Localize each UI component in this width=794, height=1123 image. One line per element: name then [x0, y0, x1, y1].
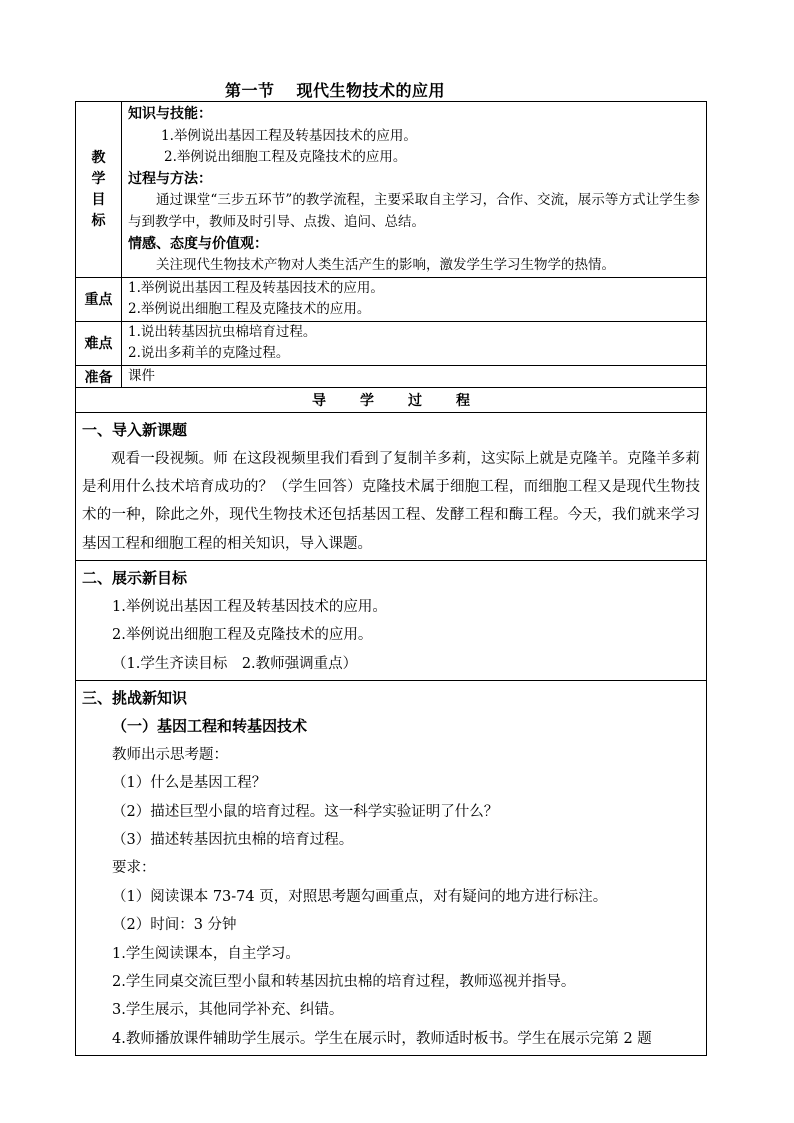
knowledge-item: 2.举例说出细胞工程及克隆技术的应用。 [164, 149, 407, 166]
section-challenge [76, 680, 707, 1055]
key-points-content: 1.举例说出基因工程及转基因技术的应用。 2.举例说出细胞工程及克隆技术的应用。 [122, 277, 707, 321]
challenge-line: 3.学生展示，其他同学补充、纠错。 [112, 1002, 344, 1019]
section-intro-row [76, 413, 707, 561]
challenge-line: 教师出示思考题： [112, 746, 228, 763]
section-heading: 二、展示新目标 [82, 569, 188, 588]
objectives-row [76, 102, 707, 278]
difficulty-row [76, 321, 707, 365]
preparation-label: 准备 [76, 365, 122, 388]
goal-item: 1.举例说出基因工程及转基因技术的应用。 [112, 598, 387, 615]
challenge-line: （1）什么是基因工程？ [112, 775, 267, 792]
challenge-line: 要求： [112, 860, 156, 877]
challenge-line: （2）时间：3 分钟 [112, 917, 237, 934]
key-points-label: 重点 [76, 277, 122, 321]
process-title-row [76, 388, 707, 413]
section-heading: 一、导入新课题 [82, 421, 188, 440]
emotion-heading: 情感、态度与价值观： [128, 235, 268, 252]
key-points-row [76, 277, 707, 321]
section-goals-row [76, 561, 707, 681]
section-heading: 三、挑战新知识 [82, 688, 188, 707]
section-subheading: （一）基因工程和转基因技术 [112, 717, 308, 736]
section-intro [76, 413, 707, 561]
challenge-line: （2）描述巨型小鼠的培育过程。这一科学实验证明了什么？ [112, 803, 499, 820]
process-text: 通过课堂“三步五环节”的教学流程，主要采取自主学习，合作、交流，展示等方式让学生参与到教学中，教师及时引导、点拨、追问、总结。 [128, 192, 700, 230]
objectives-content [122, 102, 707, 278]
difficulty-label: 难点 [76, 321, 122, 365]
section-paragraph: 观看一段视频。师 在这段视频里我们看到了复制羊多莉，这实际上就是克隆羊。克隆羊多莉是利用什么技术培育成功的？（学生回答）克隆技术属于细胞工程，而细胞工程又是现代生物技术的一种，除此之外，现代生物技术还包括基因工程、发酵工程和酶工程。今天，我们就来学习基因工程和细胞工程的相关知识，导入课题。 [82, 450, 700, 552]
section-goals [76, 561, 707, 681]
process-title: 导 学 过 程 [76, 388, 707, 413]
process-heading: 过程与方法： [128, 170, 212, 187]
preparation-value: 课件 [122, 365, 707, 388]
difficulty-content: 1.说出转基因抗虫棉培育过程。 2.说出多莉羊的克隆过程。 [122, 321, 707, 365]
section-challenge-row [76, 680, 707, 1055]
knowledge-heading: 知识与技能： [128, 106, 212, 122]
preparation-row [76, 365, 707, 388]
lesson-plan-table [75, 101, 707, 1056]
page-title: 第一节 现代生物技术的应用 [224, 81, 446, 100]
knowledge-item: 1.举例说出基因工程及转基因技术的应用。 [161, 127, 417, 144]
challenge-line: （3）描述转基因抗虫棉的培育过程。 [112, 831, 354, 848]
emotion-text: 关注现代生物技术产物对人类生活产生的影响，激发学生学习生物学的热情。 [156, 257, 615, 274]
objectives-label: 教 学 目 标 [76, 102, 122, 278]
goal-note: （1.学生齐读目标 2.教师强调重点） [112, 655, 358, 672]
challenge-line: 1.学生阅读课本，自主学习。 [112, 945, 300, 962]
goal-item: 2.举例说出细胞工程及克隆技术的应用。 [112, 627, 373, 644]
challenge-line: 4.教师播放课件辅助学生展示。学生在展示时，教师适时板书。学生在展示完第 2 题 [112, 1030, 652, 1047]
challenge-line: （1）阅读课本 73-74 页，对照思考题勾画重点，对有疑问的地方进行标注。 [112, 888, 608, 905]
challenge-line: 2.学生同桌交流巨型小鼠和转基因抗虫棉的培育过程，教师巡视并指导。 [112, 973, 576, 990]
